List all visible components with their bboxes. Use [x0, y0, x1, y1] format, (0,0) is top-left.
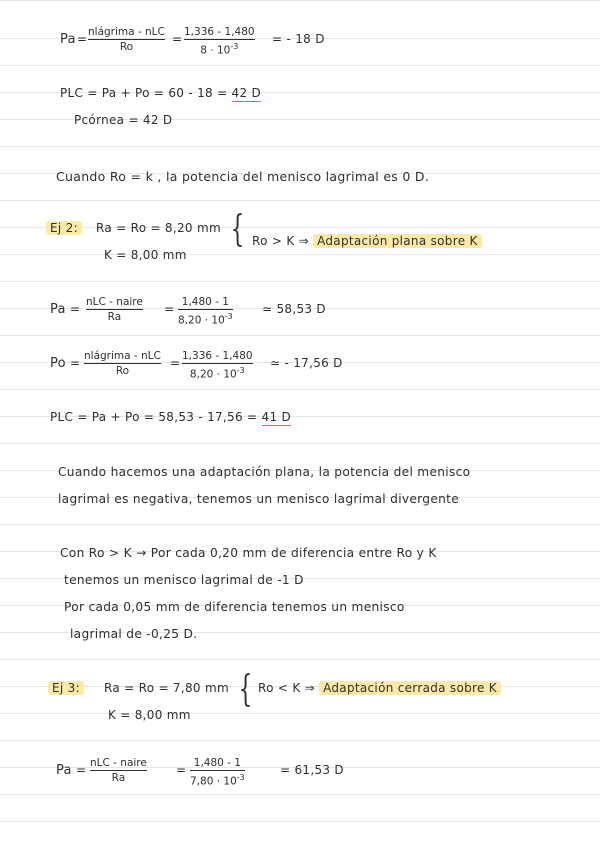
fraction-numerator: nLC - naire: [86, 296, 143, 308]
fraction-denominator: Ro: [115, 365, 130, 377]
note-line: Con Ro > K → Por cada 0,20 mm de diferencia entre Ro y K: [60, 546, 437, 560]
example-label: Ej 3:: [48, 681, 84, 695]
fraction-symbolic: [84, 350, 161, 377]
note-line: tenemos un menisco lagrimal de -1 D: [64, 573, 304, 587]
plc-result: 42 D: [231, 86, 262, 100]
pa-label: Pa: [50, 302, 66, 317]
po-label: Po: [50, 356, 66, 371]
fraction-numerator: 1,480 - 1: [181, 296, 229, 308]
fraction-denominator: $7,80 \cdot 10^{-3}$: [190, 773, 245, 788]
fraction-denominator: $8 \cdot 10^{-3}$: [200, 42, 239, 57]
condition-text: Ro > K ⇒ Adaptación plana sobre K: [252, 234, 482, 248]
notebook-page: Pa = nlágrima - nLC Ro = 1,336 - 1,480 $8 \cdot 10^{-3}$ = - 18 D PLC = Pa + Po = 60 - 18 = 42 D Pcórnea = 42 D Cuando Ro = k , la potencia del menisco lagrimal es 0 D. Ej 2: Ra = Ro = 8,20 mm K = 8,00 mm { Ro > K ⇒ Adaptación plana sobre K Pa = nLC - naire Ra = 1,480 - 1 $8,20 \cdot 10^{-3}$ ≃ 58,53 D Po = nlágrima - nLC Ro = 1,336 - 1,480 $8,20 \cdot 10^{-3}$ ≃ - 17,56 D PLC = Pa + Po = 58,53 - 17,56 = 41 D Cuando hacemos una adaptación plana, la potencia del menisco lagrimal es negativa, tenemos un menisco lagrimal divergente Con Ro > K → Por cada 0,20 mm de diferencia entre Ro y K tenemos un menisco lagrimal de -1 D Por cada 0,05 mm de diferencia tenemos un menisco lagrimal de -0,25 D. Ej 3: Ra = Ro = 7,80 mm K = 8,00 mm { Ro < K ⇒ Adaptación cerrada sobre K Pa = nLC - naire Ra = 1,480 - 1 $7,80 \cdot 10^{-3}$ = 61,53 D: [0, 0, 600, 848]
fraction-denominator: Ro: [119, 41, 134, 53]
fraction-numerator: nLC - naire: [90, 757, 147, 769]
plc-equation: PLC = Pa + Po = 58,53 - 17,56 = 41 D: [50, 410, 292, 424]
fraction-numeric: [190, 757, 245, 788]
pa-label: Pa: [60, 32, 76, 47]
fraction-numeric: [182, 350, 253, 381]
pcornea-line: Pcórnea = 42 D: [74, 113, 173, 127]
fraction-numeric: [184, 26, 255, 57]
plc-equation: PLC = Pa + Po = 60 - 18 = 42 D: [60, 86, 262, 100]
note-line: Cuando Ro = k , la potencia del menisco lagrimal es 0 D.: [56, 169, 430, 184]
fraction-denominator: Ra: [107, 311, 122, 323]
ej3-line2: K = 8,00 mm: [108, 708, 191, 722]
example-label: Ej 2:: [46, 221, 82, 235]
note-line: lagrimal de -0,25 D.: [70, 627, 198, 641]
fraction-denominator: $8,20 \cdot 10^{-3}$: [178, 312, 233, 327]
condition-text: Ro < K ⇒ Adaptación cerrada sobre K: [258, 681, 501, 695]
ej2-line1: Ra = Ro = 8,20 mm: [96, 221, 221, 235]
equals-sign: =: [172, 32, 183, 46]
fraction-symbolic: [88, 26, 165, 53]
plc-result: 41 D: [261, 410, 292, 424]
note-line: Por cada 0,05 mm de diferencia tenemos un menisco: [64, 600, 405, 614]
fraction-numerator: 1,480 - 1: [193, 757, 241, 769]
ej3-line1: Ra = Ro = 7,80 mm: [104, 681, 229, 695]
fraction-numerator: nlágrima - nLC: [88, 26, 165, 38]
fraction-symbolic: [90, 757, 147, 784]
fraction-denominator: Ra: [111, 772, 126, 784]
note-line: lagrimal es negativa, tenemos un menisco lagrimal divergente: [58, 492, 460, 506]
result-value: = - 18 D: [272, 32, 325, 46]
brace-icon: {: [230, 209, 245, 250]
fraction-numerator: 1,336 - 1,480: [184, 26, 255, 38]
brace-icon: {: [238, 669, 253, 710]
fraction-numerator: nlágrima - nLC: [84, 350, 161, 362]
fraction-denominator: $8,20 \cdot 10^{-3}$: [189, 366, 245, 381]
result-value: ≃ 58,53 D: [262, 302, 326, 316]
highlighted-note: Adaptación plana sobre K: [313, 234, 482, 248]
note-line: Cuando hacemos una adaptación plana, la potencia del menisco: [58, 465, 471, 479]
fraction-numeric: [178, 296, 233, 327]
fraction-symbolic: [86, 296, 143, 323]
pa-label: Pa: [56, 763, 72, 778]
result-value: = 61,53 D: [280, 763, 344, 777]
highlighted-note: Adaptación cerrada sobre K: [319, 681, 501, 695]
result-value: ≃ - 17,56 D: [270, 356, 343, 370]
ej2-line2: K = 8,00 mm: [104, 248, 187, 262]
fraction-numerator: 1,336 - 1,480: [182, 350, 253, 362]
